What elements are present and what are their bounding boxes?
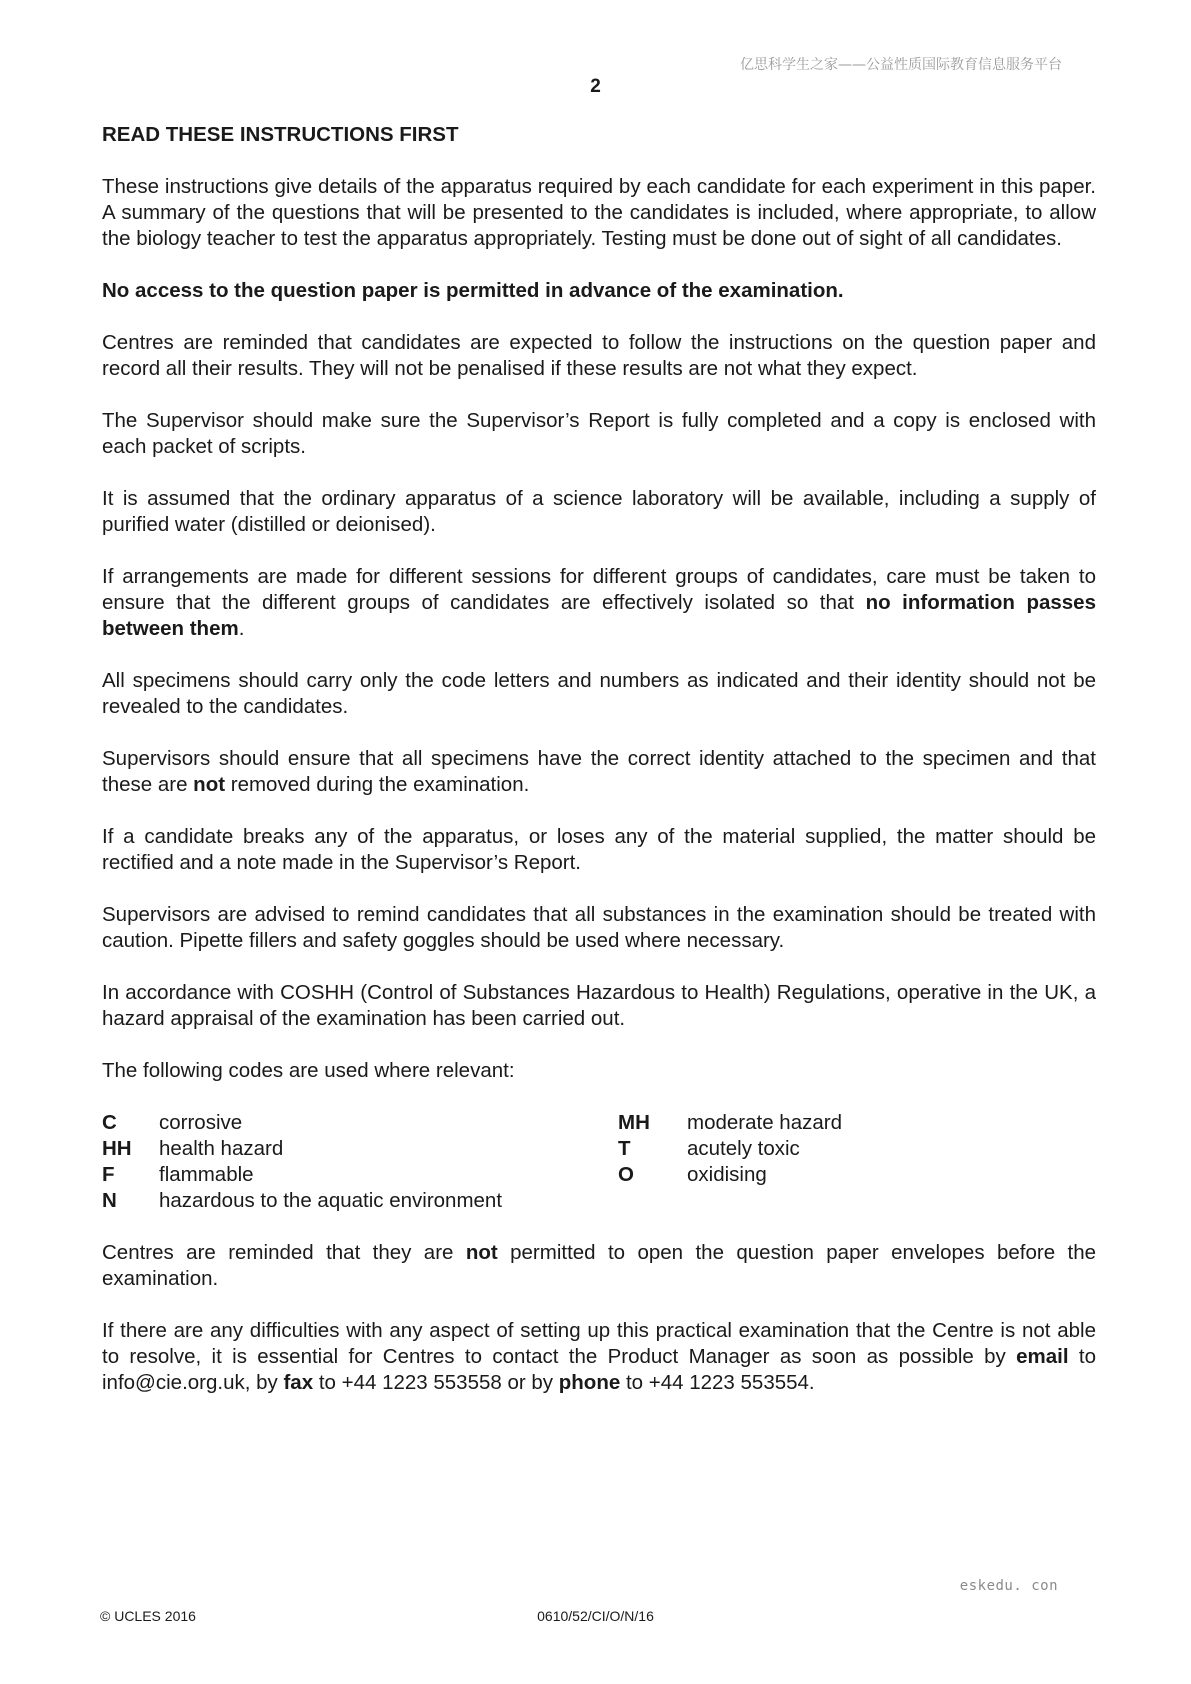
envelopes-paragraph bbox=[102, 1240, 1096, 1292]
ordinary-apparatus-paragraph: It is assumed that the ordinary apparatus of a science laboratory will be available, including a supply of purified water (distilled or deionised). bbox=[102, 487, 1096, 536]
breakage-paragraph: If a candidate breaks any of the apparatus, or loses any of the material supplied, the matter should be rectified and a note made in the Supervisor’s Report. bbox=[102, 825, 1096, 874]
contact-email-text: to info@cie.org.uk, by bbox=[102, 1345, 1096, 1394]
hazard-codes-table bbox=[102, 1110, 1096, 1214]
hazard-meaning: oxidising bbox=[687, 1163, 767, 1186]
hazard-code: C bbox=[102, 1111, 117, 1134]
follow-instructions-paragraph: Centres are reminded that candidates are expected to follow the instructions on the question paper and record all their results. They will not be penalised if these results are not what they expect. bbox=[102, 331, 1096, 380]
coshh-paragraph: In accordance with COSHH (Control of Substances Hazardous to Health) Regulations, operative in the UK, a hazard appraisal of the examination has been carried out. bbox=[102, 981, 1096, 1030]
specimen-identity-text: Supervisors should ensure that all specimens have the correct identity attached to the specimen and that these are bbox=[102, 747, 1096, 796]
sessions-text: If arrangements are made for different sessions for different groups of candidates, care must be taken to ensure that the different groups of candidates are effectively isolated so that bbox=[102, 565, 1096, 614]
hazard-code-row bbox=[618, 1136, 842, 1162]
hazard-code: F bbox=[102, 1163, 115, 1186]
hazard-code: MH bbox=[618, 1111, 650, 1134]
hazard-codes-right-column bbox=[618, 1110, 842, 1214]
specimen-identity-emphasis: not bbox=[193, 773, 226, 796]
no-access-paragraph: No access to the question paper is permitted in advance of the examination. bbox=[102, 279, 844, 302]
hazard-code-row bbox=[102, 1188, 618, 1214]
hazard-code-row bbox=[618, 1110, 842, 1136]
instructions-body bbox=[102, 122, 1096, 1422]
hazard-code-row bbox=[102, 1110, 618, 1136]
envelopes-text: Centres are reminded that they are bbox=[102, 1241, 466, 1264]
sessions-paragraph bbox=[102, 564, 1096, 642]
hazard-code-row bbox=[102, 1162, 618, 1188]
envelopes-emphasis: not bbox=[465, 1241, 498, 1264]
hazard-meaning: corrosive bbox=[159, 1111, 243, 1134]
specimen-identity-end: removed during the examination. bbox=[225, 773, 530, 796]
contact-phone-text: to +44 1223 553554. bbox=[620, 1371, 815, 1394]
contact-paragraph bbox=[102, 1318, 1096, 1396]
specimen-identity-paragraph bbox=[102, 746, 1096, 798]
supervisor-report-paragraph: The Supervisor should make sure the Supervisor’s Report is fully completed and a copy is enclosed with each packet of scripts. bbox=[102, 409, 1096, 458]
caution-paragraph: Supervisors are advised to remind candidates that all substances in the examination should be treated with caution. Pipette fillers and safety goggles should be used where necessary. bbox=[102, 903, 1096, 952]
hazard-codes-left-column bbox=[102, 1110, 618, 1214]
hazard-meaning: hazardous to the aquatic environment bbox=[159, 1189, 503, 1212]
hazard-code: HH bbox=[102, 1137, 132, 1160]
hazard-meaning: acutely toxic bbox=[687, 1137, 800, 1160]
page-number: 2 bbox=[590, 76, 601, 97]
hazard-code: T bbox=[618, 1137, 631, 1160]
hazard-code: N bbox=[102, 1189, 117, 1212]
intro-paragraph: These instructions give details of the apparatus required by each candidate for each experiment in this paper. A summary of the questions that will be presented to the candidates is included, where appropriate, to allow the biology teacher to test the apparatus appropriately. Testing must be done out of sight of all candidates. bbox=[102, 175, 1096, 250]
hazard-code-row bbox=[102, 1136, 618, 1162]
sessions-emphasis: no information passes between them bbox=[102, 591, 1096, 640]
copyright-notice: © UCLES 2016 bbox=[100, 1608, 196, 1624]
contact-fax-text: to +44 1223 553558 or by bbox=[313, 1371, 559, 1394]
contact-phone-label: phone bbox=[558, 1371, 621, 1394]
contact-email-label: email bbox=[1016, 1345, 1069, 1368]
specimen-codes-paragraph: All specimens should carry only the code letters and numbers as indicated and their identity should not be revealed to the candidates. bbox=[102, 669, 1096, 718]
hazard-meaning: health hazard bbox=[159, 1137, 284, 1160]
hazard-code-row bbox=[618, 1162, 842, 1188]
hazard-code: O bbox=[618, 1163, 634, 1186]
instructions-heading: READ THESE INSTRUCTIONS FIRST bbox=[102, 123, 459, 146]
codes-intro-paragraph: The following codes are used where relevant: bbox=[102, 1059, 515, 1082]
envelopes-end: permitted to open the question paper envelopes before the examination. bbox=[102, 1241, 1096, 1290]
footer-watermark: eskedu. con bbox=[959, 1578, 1058, 1594]
paper-code: 0610/52/CI/O/N/16 bbox=[537, 1608, 654, 1624]
hazard-meaning: moderate hazard bbox=[687, 1111, 842, 1134]
sessions-end: . bbox=[238, 617, 245, 640]
header-watermark: 亿思科学生之家——公益性质国际教育信息服务平台 bbox=[740, 57, 1062, 73]
contact-text: If there are any difficulties with any aspect of setting up this practical examination that the Centre is not able to resolve, it is essential for Centres to contact the Product Manager as soon as possible by bbox=[102, 1319, 1096, 1368]
hazard-meaning: flammable bbox=[159, 1163, 254, 1186]
contact-fax-label: fax bbox=[283, 1371, 314, 1394]
